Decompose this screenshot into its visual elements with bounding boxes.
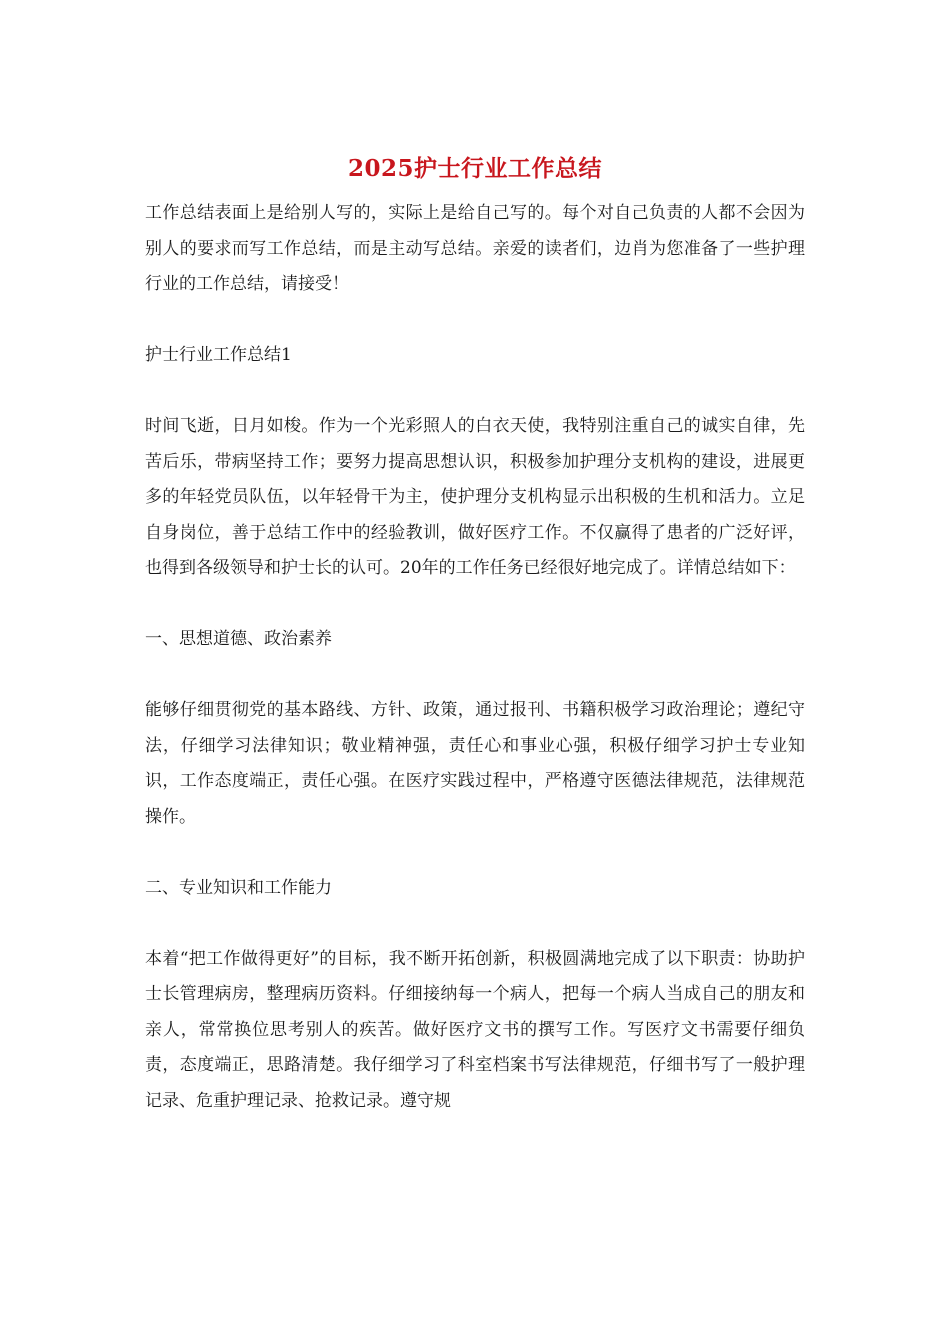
body-paragraph: 本着“把工作做得更好”的目标，我不断开拓创新，积极圆满地完成了以下职责：协助护士长管理病房，整理病历资料。仔细接纳每一个病人，把每一个病人当成自己的朋友和亲人，常常换位思考别人的疾苦。做好医疗文书的撰写工作。写医疗文书需要仔细负责，态度端正，思路清楚。我仔细学习了科室档案书写法律规范，仔细书写了一般护理记录、危重护理记录、抢救记录。遵守规 [145, 948, 805, 1111]
section-heading-skills: 二、专业知识和工作能力 [145, 877, 332, 898]
intro-paragraph: 工作总结表面上是给别人写的，实际上是给自己写的。每个对自己负责的人都不会因为别人的要求而写工作总结，而是主动写总结。亲爱的读者们，边肖为您准备了一些护理行业的工作总结，请接受！ [145, 203, 805, 294]
section-heading-ethics: 一、思想道德、政治素养 [145, 629, 332, 649]
body-paragraph: 能够仔细贯彻党的基本路线、方针、政策，通过报刊、书籍积极学习政治理论；遵纪守法，仔细学习法律知识；敬业精神强，责任心和事业心强，积极仔细学习护士专业知识，工作态度端正，责任心强。在医疗实践过程中，严格遵守医德法律规范，法律规范操作。 [145, 700, 805, 827]
document-body [145, 196, 805, 1119]
body-paragraph: 时间飞逝，日月如梭。作为一个光彩照人的白衣天使，我特别注重自己的诚实自律，先苦后乐，带病坚持工作；要努力提高思想认识，积极参加护理分支机构的建设，进展更多的年轻党员队伍，以年轻骨干为主，使护理分支机构显示出积极的生机和活力。立足自身岗位，善于总结工作中的经验教训，做好医疗工作。不仅赢得了患者的广泛好评，也得到各级领导和护士长的认可。20年的工作任务已经很好地完成了。详情总结如下： [145, 416, 805, 578]
document-title: 2025护士行业工作总结 [347, 155, 602, 182]
section-heading-summary-1: 护士行业工作总结1 [145, 345, 292, 365]
